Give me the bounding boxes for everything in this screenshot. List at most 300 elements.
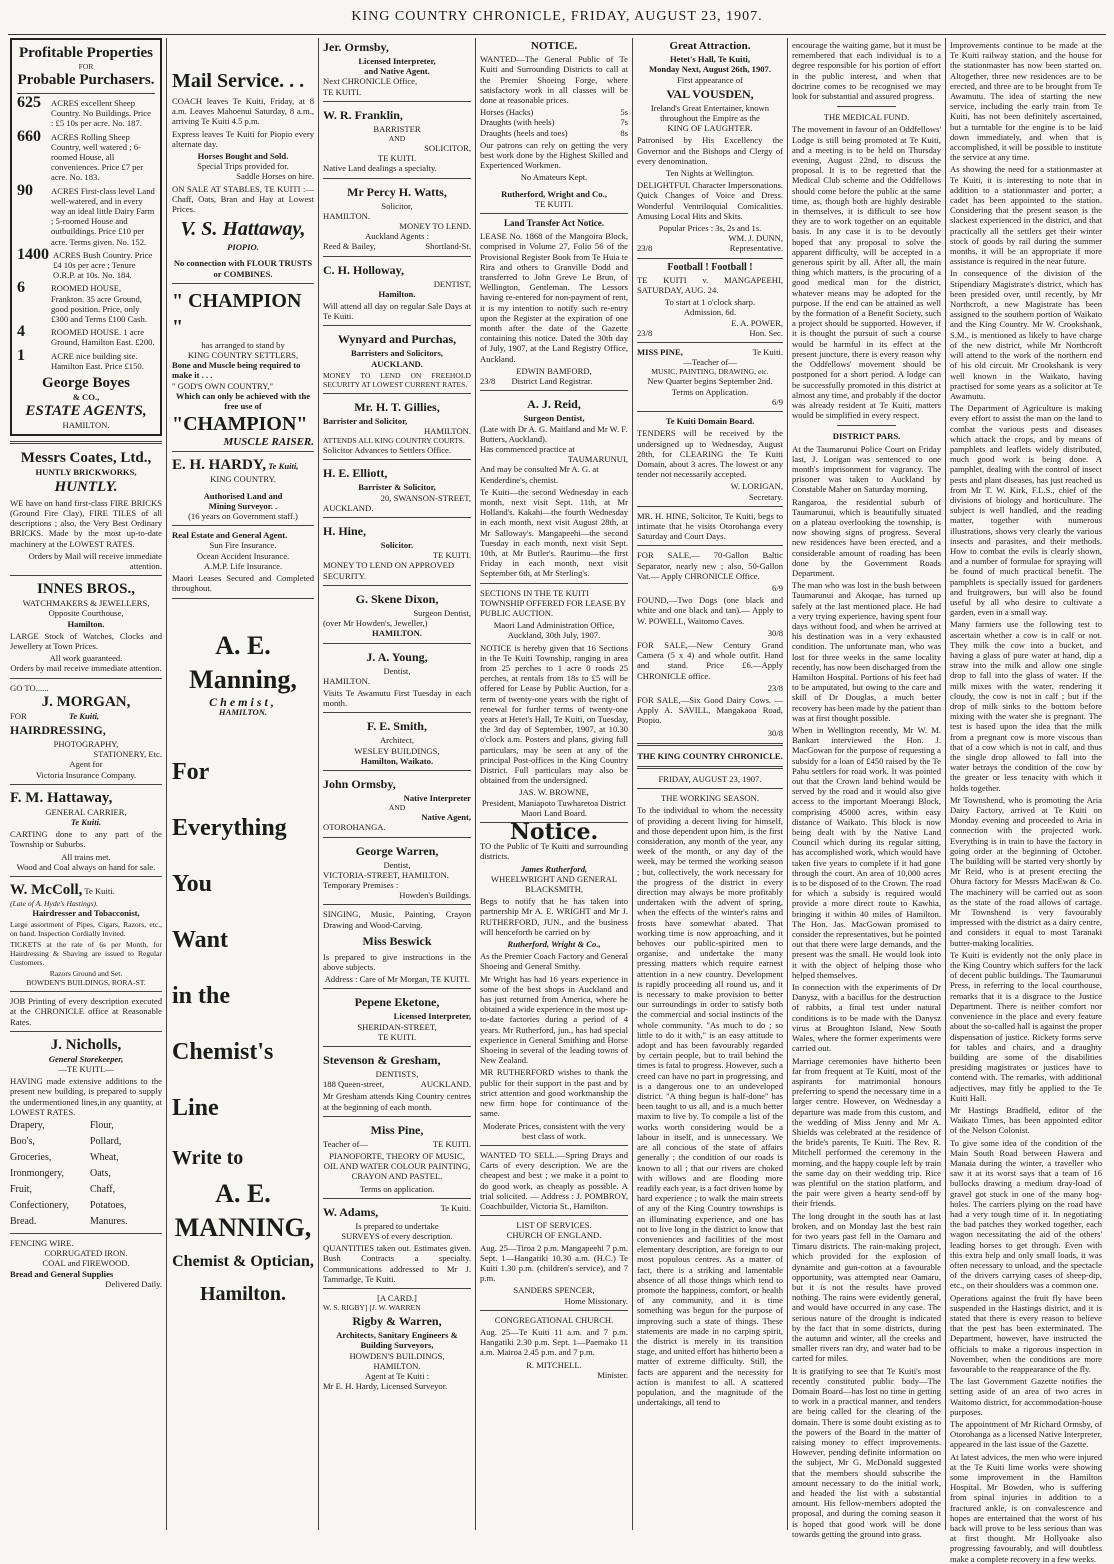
listing-text: ACRES First-class level Land well-watered, and in every way an ideal little Dairy Farm ; 5-roomed House and outbuildings. Price £10 per acre. Terms given. No. 152.	[51, 185, 155, 247]
ad-body: FOR SALE,—Six Good Dairy Cows. —Apply A. SAVILL, Mangakaoa Road, Piopio.	[637, 694, 783, 726]
divider	[323, 1116, 471, 1117]
ad-text: General Storekeeper,	[48, 1053, 124, 1064]
ad-text: WM. J. DUNN,	[728, 233, 783, 244]
big-word: For	[172, 758, 210, 785]
notice-body: Aug. 25—Te Kuiti 11 a.m. and 7 p.m. Hangatiki 2.30 p.m. Sept. 1—Paemako 11 a.m. Mairoa 2.45 p.m. and 7 p.m.	[480, 1326, 628, 1358]
article-body: In consequence of the division of the Stipendiary Magistrate's district, which has been presided over, until recently, by Mr Northcroft, a new Magistrate has been assigned to the southern portion of Waikato and the King Country. Mr W. Crookshank, S.M., is mentioned as likely to have charge of the new district, while Mr Northcroft will attend to the work of the northern end of his old circuit. Mr Crookshank is very well known in the Waikato, having practised for some years as a solicitor at Te Awamutu.	[950, 268, 1102, 401]
notice-body: WANTED TO SELL.—Spring Drays and Carts of every description. We are the cheapest and best ; we make it a point to do good work, as cheaply as possible. A trial solicited. — Address : J. POMBROY, Coachbuilder, Victoria St., Hamilton.	[480, 1149, 628, 1211]
divider	[637, 411, 783, 412]
ad-text: Te Kuiti.	[752, 347, 783, 358]
ad-text: DENTIST,	[433, 278, 471, 289]
ad-text: HAMILTON.	[323, 210, 371, 221]
article-body: To the individual to whom the necessity of providing a decent living for himself, and those dependent upon him, is the first consideration, any month of the year, any week of the month, or any day of the week, may be termed the working season ; but, collectively, the work necessary for the progress of the district in every direction may always be more profitably undertaken with the advent of spring, when the effects of the winter's rains and frosts have somewhat abated. That working time is now approaching, and it behoves our public-spirited men to organise, and undertake the many pressing matters which require earnest attention in a new country. Development is rapidly proceeding all round us, and it is necessary to make provision to better our surroundings in order to satisfy both the commercial and social instincts of the whole community. "As much to do ; so little to do it with," is an easy attitude to adopt and has been favourably regarded by certain people, but to trail behind the times is fatal to progress. However, such a creed can have no part in progressing, and is a dangerous one to an undeveloped district. "A thing begun is half-done" has been taught to us all, and is a much better maxim to live by. To compile a list of the works worth considering would be a labour in itself, and is unnecessary. We are all concious of the state of affairs generally ; the condition of our roads is known to all ; that our rivers are choked with willows and are flooding more readily each year, is a fact driven home by hard experience ; to walk the main streets of any of the King Country townships is an illuminating experience, and one has not to live long in the district to know that conveniences and facilities of the most elementary description, are foreign to our most populous centres. As a matter of fact, there is a striking and lamentable absence of all those things which tend to promote the happiness, comfort, or health of any community, and it is time something was begun for the purpose of improving such a state of things. These statements are made in no carping spirit, the district is merely in its transition stage, and united effort has hitherto been a matter of extreme difficulty. Still, the facts are apparent and the necessity for action is manifest to all. A scattered population, and the magnitude of the undertakings, all tend to	[637, 805, 783, 1408]
ad-title: MISS PINE,	[637, 347, 683, 358]
big-word: Want	[172, 926, 229, 953]
price-row	[480, 107, 628, 117]
notice-body: Begs to notify that he has taken into partnership Mr A. E. WRIGHT and Mr J. RUTHERFORD, JUN., and the business will henceforth be carried on by	[480, 896, 628, 937]
ad-text: Hamilton, Waikato.	[360, 755, 434, 766]
ad-text: Solicitor.	[380, 540, 414, 551]
ad-text: HUNTLY BRICKWORKS,	[35, 467, 137, 478]
price-item: Draughts (heels and toes)	[480, 127, 568, 138]
ad-text: HAMILTON.	[372, 628, 422, 639]
ad-text: Minister.	[597, 1369, 628, 1380]
ad-text: Native Interpreter	[403, 792, 471, 803]
ormsby-title: Jer. Ormsby,	[323, 40, 389, 54]
ad-text: TE KUITI.	[432, 1138, 471, 1149]
ad-title: George Warren,	[355, 843, 439, 858]
ad-text: New Quarter begins September 2nd. Terms on Application.	[647, 376, 773, 397]
ad-body: MONEY TO LEND ON FREEHOLD SECURITY AT LOWEST CURRENT RATES.	[323, 370, 471, 389]
ad-text: W. S. RIGBY] [J. W. WARREN	[323, 1303, 421, 1313]
listing-text: ROOMED HOUSE, Frankton. 35 acre Ground, good position. Price, only £300 and Terms £100 Cash.	[51, 283, 147, 325]
divider	[323, 585, 471, 586]
write-to: Write to	[172, 1146, 244, 1169]
article-body: It is gratifying to see that Te Kuiti's most recently constituted public body—The Domain Board—has lost no time in getting to work in a practical manner, and tenders are being called for the clearing of the domain. There is some doubt existing as to the powers of the Board in the matter of raising money to effect improvements. However, pending definite information on the subject, Mr G. McDonald suggested that the members should subscribe the amount necessary to do the initial work, and headed the list with a substantial amount. His fellow-members adopted the proposal, and during the coming season it is hoped that good work will be done towards getting the ground into grass.	[792, 1365, 941, 1539]
ad-title: Profitable Properties	[19, 45, 153, 61]
ad-body: TE KUITI v. MANGAPEEHI, SATURDAY, AUG. 24.	[637, 274, 783, 296]
article-body: At latest advices, the men who were injured at the Te Kuiti lime works were showing some improvement in the Hamilton Hospital. Mr Bowden, who is suffering from spinal injuries in addition to a fractured ankle, is on convalescence and hopes are entertained that the worst of his back will prove to be less serious than was at first thought. Mr Hollyoake also progressing favourably, and will doubtless make a complete recovery in a few weeks.	[950, 1451, 1102, 1564]
column-6	[792, 38, 941, 1539]
column-1	[10, 38, 162, 1530]
ad-text: Sun Fire Insurance.	[209, 540, 277, 551]
ad-text: PHOTOGRAPHY,	[53, 738, 119, 749]
ad-text: Dentist,	[383, 859, 411, 870]
divider	[10, 876, 162, 877]
ad-text: Hon. Sec.	[749, 327, 783, 338]
column-2	[172, 38, 314, 1530]
ad-text: James Rutherford,	[520, 863, 588, 874]
article-body: Improvements continue to be made at the Te Kuiti railway station, and the house for the stationmaster has now been started on. Altogether, three new residences are to be erected, and three are to be brought from Te Awamutu. The idea of starting the new service, including the early train from Te Kuiti, has not been definitely ascertained, but a turntable for the engine is to be laid down immediately, and when that is accomplished, it will be possible to institute the service at any time.	[950, 40, 1102, 163]
ad-text: President, Maniapoto Tuwharetoa District Maori Land Board.	[481, 797, 627, 818]
ad-text: 23/8	[637, 243, 653, 254]
ad-text: Te Kuiti.	[440, 1202, 471, 1213]
ad-text: Shortland-St.	[425, 241, 471, 252]
ad-text: Saddle Horses on hire.	[236, 171, 314, 182]
ad-text: Mr E. H. Hardy, Licensed Surveyor.	[323, 1381, 448, 1392]
ad-text: AUCKLAND.	[323, 502, 374, 513]
ad-text: Licensed Interpreter,	[358, 56, 436, 66]
services-heading: LIST OF SERVICES.	[516, 1220, 592, 1231]
ad-text: Ocean Accident Insurance.	[196, 550, 290, 561]
ad-title: J. A. Young,	[366, 649, 428, 664]
ad-text: E. A. POWER,	[731, 317, 783, 328]
big-word: Line	[172, 1094, 219, 1121]
ad-text: All work guaranteed.	[49, 653, 123, 664]
ad-text: Horses Bought and Sold.	[197, 151, 289, 162]
property-listing	[17, 323, 155, 348]
ad-text: Chemist,	[209, 694, 277, 709]
big-word: Chemist's	[172, 1038, 274, 1065]
list-item: Pollard,	[90, 1136, 122, 1147]
ad-text: KING COUNTRY SETTLERS,	[187, 350, 299, 361]
ad-text: Bread and General Supplies	[10, 1268, 114, 1279]
property-listing	[17, 245, 155, 281]
listing-text: ACRES Rolling Sheep Country, well watered ; 6-roomed House, all conveniences. Price £7 per acre. No. 183.	[51, 131, 144, 183]
agent-name: George Boyes	[42, 375, 130, 392]
ad-text: —Teacher of—	[683, 357, 737, 368]
ad-text: Orders by mail receive immediate attention.	[10, 663, 162, 674]
agent-co: & CO.,	[72, 392, 100, 403]
ad-text: SURVEYS of every description.	[341, 1231, 453, 1241]
ad-text: 20, SWANSON-STREET,	[380, 492, 471, 503]
ad-title: H. Hine,	[323, 524, 367, 539]
ad-text: GO TO......	[10, 682, 49, 693]
ad-body: PIANOFORTE, THEORY OF MUSIC, OIL AND WATER COLOUR PAINTING, CRAYON AND PASTEL.	[323, 1150, 471, 1182]
divider	[480, 1145, 628, 1146]
ad-text: PIOPIO.	[227, 242, 259, 253]
ad-text: Licensed Interpreter,	[393, 1011, 471, 1022]
divider	[323, 459, 471, 460]
mccoll-name: W. McColl,	[10, 881, 83, 898]
ad-text: MUSIC, PAINTING, DRAWING, etc.	[651, 367, 769, 377]
listing-number: 625	[17, 94, 41, 111]
list-item: Ironmongery,	[10, 1168, 65, 1179]
ad-text: BOWDEN'S BUILDINGS, RORA-ST.	[26, 978, 146, 988]
ad-title: Mr Percy H. Watts,	[347, 184, 447, 199]
ad-text: Admission, 6d.	[683, 307, 737, 318]
ad-text: Barrister and Solicitor,	[323, 415, 408, 426]
ad-body: FOUND,—Two Dogs (one black and white and one black and tan).— Apply to W. POWELL, Waitomo Caves.	[637, 595, 783, 626]
divider	[323, 1288, 471, 1289]
listing-number: 660	[17, 127, 41, 145]
hattaway-name: F. M. Hattaway,	[10, 789, 113, 806]
ad-text: Ireland's Great Entertainer, known throughout the Empire as the	[650, 102, 770, 124]
ad-text: JAS. W. BROWNE,	[519, 787, 589, 798]
price-item: Horses (Hacks)	[480, 107, 534, 118]
ad-text: —TE KUITI.—	[58, 1063, 114, 1074]
boyes-ad	[10, 38, 162, 436]
ad-body: MR. H. HINE, Solicitor, Te Kuiti, begs to intimate that he visits Otorohanga every Saturday and Court Days.	[637, 510, 783, 542]
divider	[323, 256, 471, 257]
ad-text: No connection with FLOUR TRUSTS or COMBINES.	[173, 258, 313, 279]
divider	[172, 598, 314, 599]
article-body: When in Wellington recently, Mr W. M. Bankart interviewed the Hon. J. MacGowan for the purpose of requesting a subsidy for a loan of £450 raised by the Te Pahu settlers for road work. It was pointed out that the Crown land behind would be served by the road and it would also give access to the important Moerangi Block, comprising 45000 acres, within easy distance of Waikato. This block is now being dealt with by the Native Land Council which during its regular sitting, has accomplished work, which would have taken five years to complete if it had gone through the court. An area of 10,000 acres is to be disposed of to the Crown. The road for which a subsidy is required would provide a more direct route to Kawhia, bringing it within 40 miles of Hamilton. The Hon. Jas. MacGowan promised to consider the representatives, but he pointed out that there were large demands, and the present was the small. He would look into it with the object of helping those who helped themselves.	[792, 725, 941, 980]
ad-body: Patronised by His Excellency the Governor and the Bishops and Clergy of every denomination.	[637, 135, 783, 166]
ad-text: Chemist & Optician,	[172, 1252, 314, 1270]
ad-title: Wynyard and Purchas,	[337, 332, 457, 347]
ad-title: VAL VOUSDEN,	[666, 86, 754, 101]
ad-text: CONGREGATIONAL CHURCH.	[494, 1314, 614, 1325]
ad-text: Has commenced practice at	[480, 443, 575, 454]
article-body: The man who was lost in the bush between Taumarunui and Akoqae, has turned up safely at the last mentioned place. He had a very trying experience, having spent four days without food, and when he arrived at his destination was in a very exhausted condition. The unfortunate man, who was lost for three weeks in the same locality recently, has now been discharged from the Hamilton Hospital. Portions of his feet had to be amputated, but owing to the care and skill of Dr Douglas, a much better recovery has been made by the patient than was at first thought possible.	[792, 580, 941, 723]
ad-text: HAMILTON.	[218, 706, 268, 717]
paper-title: THE KING COUNTRY CHRONICLE.	[637, 750, 783, 761]
article-body: To give some idea of the condition of the Main South Road between Hawera and Manaia during the winter, a traveller who saw it at its worst says that a team of 16 bullocks drawing a medium dray-load of gravel got stuck in one of the many bog-holes. The carriers plying on the road have had a very tough time of it. In negotiating the bad patches they worked together, each wagon necessitating the aid of the others' leading horses to get through. Even with this extra help and only small loads, it was often necessary to unload, and the spectacle of the drivers carrying cases of sheep-dip, etc., on their shoulders was a common one.	[950, 1137, 1102, 1291]
property-listing	[17, 346, 155, 371]
football-heading: Football ! Football !	[667, 261, 753, 273]
notice-body: MR RUTHERFORD wishes to thank the public for their support in the past and by strict attention and good workmanship the new firm hope for continuance of the same.	[480, 1067, 628, 1119]
divider	[837, 425, 897, 426]
ad-text: Which can only be achieved with the free use of	[175, 390, 311, 412]
ad-text: SOLICITOR,	[424, 143, 471, 154]
ad-text: (Late with Dr A. G. Maitland and Mr W. F. Butters, Auckland).	[480, 423, 628, 444]
ad-text: Auckland Agents :	[365, 231, 429, 242]
price-value: 7s	[620, 117, 628, 128]
ad-body: Will attend all day on regular Sale Days at Te Kuiti.	[323, 301, 471, 322]
ad-text: STATIONERY, Etc.	[93, 749, 162, 760]
ad-text: No Amateurs Kept.	[520, 172, 588, 183]
ad-body: ON SALE AT STABLES, TE KUITI :—Chaff, Oats, Bran and Hay at Lowest Prices.	[172, 183, 314, 215]
ad-text: Agent for	[69, 759, 103, 770]
ad-text: has arranged to stand by	[201, 339, 285, 350]
ad-title: H. E. Elliott,	[323, 466, 388, 481]
big-word: in the	[172, 982, 231, 1009]
ad-text: Hamilton.	[199, 1282, 287, 1305]
masthead-rule	[8, 34, 1106, 35]
ad-body: Visits Te Awamutu First Tuesday in each month.	[323, 687, 471, 709]
divider	[172, 451, 314, 452]
ad-text: FENCING WIRE.	[10, 1238, 74, 1248]
article-body: The long drought in the south has at last broken, and on Monday last the best rain for two years past fell in the Oamaru and Timaru districts. The rain-making project, which provided for the explosion of dynamite and gun-cotton at a favourable opportunity, was attempted near Oamaru, but it is not the results have proved nothing. The rains were evidently general, and would have occurred in any case. The serious nature of the drought is indicated by the fact that in some districts, during the autumn and winter, all the creeks and smaller rivers ran dry, and water had to be carted for miles.	[792, 1210, 941, 1364]
ad-body: TICKETS at the rate of 6s per Month, for Hairdressing & Shaving are issued to Regular Customers.	[10, 940, 162, 968]
divider	[637, 788, 783, 789]
article-body: The last Government Gazette notifies the setting aside of an area of two acres in Waitomo district, for accommodation-house purposes.	[950, 1376, 1102, 1417]
ad-body: Express leaves Te Kuiti for Piopio every alternate day.	[172, 128, 314, 149]
notice-body: NOTICE is hereby given that 16 Sections in the Te Kuiti Township, ranging in area from 25 perches to 1 acre 0 roods 25 perches, at rentals from 18s to £5 will be offered for Lease by Public Auction, for a term of twenty-one years with the right of renewal for further terms of twenty-one years at Hetet's Hall, Te Kuiti, on Tuesday, the 3rd day of September, 1907, at 10.30 o'clock a.m. Posters and plans, giving full particulars, may be seen at any of the principal Post-offices in the King Country District. Full particulars may also be obtained from the undersigned.	[480, 642, 628, 786]
ad-text: Moderate Prices, consistent with the very best class of work.	[482, 1120, 626, 1141]
ad-text: Hetet's Hall, Te Kuiti,	[670, 54, 750, 65]
price-value: 8s	[620, 127, 628, 138]
column-rule	[318, 38, 319, 1530]
price-value: 5s	[620, 107, 628, 118]
column-rule	[166, 38, 167, 1530]
ad-text: Native Agent,	[421, 812, 471, 823]
mail-title: Mail Service. . .	[172, 70, 305, 92]
article-body: The Department of Agriculture is making every effort to assist the man on the land to combat the various pests and diseases which attack the crops, and by means of pamphlets and leaflets widely distributed, much good work is being done. A pamphlet, dealing with the control of insect pests and plant diseases, has just reached us from Mr T. W. Kirk, F.L.S., chief of the divisions of biology and horticulture. The subject is well handled, and the reading matter, together with numerous illustrations, shows very clearly the various insects and parasites, and their methods. How to combat the evils is clearly shown, and a number of formulae for spraying will be found of much practical benefit. The pamphlets is specially issued for gardeners and fruitgrowers, but will also be found useful by all who desire to cultivate a garden, even in a small way.	[950, 403, 1102, 618]
ad-body: SINGING, Music, Painting, Crayon Drawing and Wood-Carving.	[323, 909, 471, 930]
ad-text: TE KUITI.	[432, 550, 471, 561]
champion-title: " CHAMPION "	[172, 289, 302, 338]
list-item: Chaff,	[90, 1184, 116, 1195]
ad-text: Solicitor,	[381, 200, 413, 211]
ad-body: FOR SALE,— 70-Gallon Baltic Separator, nearly new ; also, 50-Gallon Vat.— Apply CHRONICLE Office.	[637, 550, 783, 581]
ad-text: CORRUGATED IRON.	[44, 1248, 128, 1259]
list-item: Oats,	[90, 1168, 111, 1179]
big-word: Everything	[172, 814, 287, 841]
ad-text: Architect,	[379, 735, 415, 746]
ad-text: Te Kuiti.	[84, 885, 115, 896]
ad-text: 188 Queen-street,	[323, 1079, 385, 1090]
ad-text: Authorised Land and	[203, 490, 283, 501]
column-rule	[632, 38, 633, 1530]
article-body: Marriage ceremonies have hitherto been far from frequent at Te Kuiti, most of the aspirants for matrimonial honours preferring to spend the necessary time in a larger centre. However, on Wednesday a departure was made from this custom, and the wedding of Miss Jenny and Mr A. Shields was celebrated at the residence of the bride's parents, Te Kuiti. The Rev. R. Mitchell performed the ceremony in the morning, and the happy couple left by train the same day on their wedding trip. Rice was plentiful on the station platform, and the pair were given a hearty send-off by their friends.	[792, 1055, 941, 1209]
masthead: KING COUNTRY CHRONICLE, FRIDAY, AUGUST 23, 1907.	[351, 9, 763, 24]
ad-body: Mr Gresham attends King Country centres at the beginning of each month.	[323, 1091, 471, 1112]
divider	[637, 766, 783, 769]
ad-title: Probable Purchasers.	[17, 72, 155, 88]
ad-text: Mining Surveyor. .	[208, 500, 278, 511]
ad-text: Rutherford, Wright & Co.,	[507, 939, 601, 950]
ad-text: Is prepared to undertake	[355, 1220, 439, 1231]
divider	[323, 770, 471, 771]
ad-text: ATTENDS ALL KING COUNTRY COURTS.	[323, 436, 465, 446]
innes-title: INNES BROS.,	[37, 581, 135, 598]
article-heading: THE WORKING SEASON.	[661, 793, 759, 804]
column-5	[637, 38, 783, 1530]
ad-text: OTOROHANGA.	[323, 822, 386, 833]
ad-text: MUSCLE RAISER.	[223, 436, 314, 449]
ad-text: HAIRDRESSING,	[10, 722, 106, 737]
ad-text: HAMILTON.	[323, 675, 371, 686]
ad-text: SANDERS SPENCER,	[513, 1285, 595, 1296]
divider	[637, 545, 783, 546]
divider	[10, 575, 162, 576]
list-item: Boo's,	[10, 1136, 35, 1147]
ad-text: Ten Nights at Wellington.	[665, 168, 755, 179]
ad-title: Mr. H. T. Gillies,	[354, 399, 440, 414]
ad-text: Terms on application.	[359, 1183, 435, 1194]
ad-body: WE have on hand first-class FIRE BRICKS (Ground Fire Clay), FIRE TILES of all descriptions ; also, the Very Best Ordinary BRICKS. Made by the most up-to-date machinery at the LOWEST RATES.	[10, 497, 162, 549]
ad-text: BARRISTER	[373, 123, 421, 134]
ad-text: Architects, Sanitary Engineers & Building Surveyors,	[336, 1330, 458, 1351]
notice-body: WANTED—The General Public of Te Kuiti and Surrounding Districts to call at the Premier Shoeing Forge, where satisfactory work in all classes will be done at reasonable prices.	[480, 54, 628, 106]
notice-heading: Land Transfer Act Notice.	[504, 218, 604, 229]
list-item: Groceries,	[10, 1152, 52, 1163]
ad-text: 30/8	[767, 727, 783, 738]
divider	[480, 1310, 628, 1311]
ad-text: MONEY TO LEND ON APPROVED SECURITY.	[323, 560, 455, 581]
agent-role: ESTATE AGENTS,	[25, 403, 147, 420]
ad-body: Maori Leases Secured and Completed throughout.	[172, 573, 314, 594]
ad-text: AUCKLAND.	[420, 1079, 471, 1090]
ad-body: COACH leaves Te Kuiti, Friday, at 8 a.m. Leaves Mahoenui Saturday, 8 a.m., arriving Te Kuiti 4.5 p.m.	[172, 96, 314, 127]
ad-text: Razors Ground and Set.	[49, 969, 123, 979]
ad-text: Victoria Insurance Company.	[35, 769, 137, 780]
ad-text: R. MITCHELL.	[526, 1359, 582, 1370]
listing-number: 4	[17, 323, 25, 341]
ad-text: Orders by Mail will receive immediate attention.	[28, 550, 162, 571]
ad-text: Bone and Muscle being required to make it . . .	[172, 360, 301, 381]
ad-body: FOR SALE,—New Century Grand Camera (5 x 4) and whole outfit. Hand and stand. Price £6.—Apply CHRONICLE office.	[637, 639, 783, 681]
ad-body: QUANTITIES taken out. Estimates given. Bush Contracts a specialty. Communications addressed to Mr J. Tammadge, Te Kuiti.	[323, 1243, 471, 1284]
ad-title: Rigby & Warren,	[352, 1314, 442, 1329]
article-heading: THE MEDICAL FUND.	[823, 112, 910, 123]
ad-text: HAMILTON.	[423, 426, 471, 437]
listing-text: ROOMED HOUSE. 1 acre Ground, Hamilton East. £200.	[51, 327, 155, 348]
ad-body: Is prepared to give instructions in the above subjects.	[323, 951, 471, 972]
ad-text: Teacher of—	[323, 1138, 368, 1149]
ad-text: " GOD'S OWN COUNTRY,"	[172, 380, 274, 391]
ad-text: A.M.P. Life Insurance.	[203, 560, 283, 571]
ad-text: Surgeon Dentist,	[413, 607, 471, 618]
ad-text: HOWDEN'S BUILDINGS,	[349, 1350, 445, 1361]
article-body: The appointment of Mr Richard Ormsby, of Otorohanga as a licensed Native Interpreter, appeared in the last issue of the Gazette.	[950, 1419, 1102, 1450]
ad-text: Popular Prices : 3s, 2s and 1s.	[658, 223, 762, 234]
article-body: Te Kuiti is evidently not the only place in the King Country which suffers for the lack of decent public buildings. The Taumarunui Press, in referring to the local courthouse, remarks that it is a disgrace to the Justice Department. There is neither comfort nor convenience in the place and every feature about the so-called hall is against the proper dispensation of justice. Rickety forms serve for tables and chairs, and a draughty building are some of the disabilities presiding magistrates or justices have to contend with. The remarks, with additional adjectives, may fitly be applied to the Te Kuiti Hall.	[950, 949, 1102, 1103]
divider	[323, 1046, 471, 1047]
ad-text: FOR	[10, 710, 27, 721]
ad-text: AUCKLAND.	[371, 358, 423, 369]
list-item: Potatoes,	[90, 1200, 127, 1211]
ad-text: SHERIDAN-STREET,	[357, 1021, 437, 1032]
divider	[480, 390, 628, 391]
ad-text: (16 years on Government staff.)	[188, 511, 298, 522]
champion-title: "CHAMPION"	[172, 413, 308, 436]
ad-text: VICTORIA-STREET, HAMILTON.	[323, 869, 449, 880]
divider	[323, 325, 471, 326]
article-body: At the Taumarunui Police Court on Friday last, J. Lorigan was sentenced to one month's imprisonment for vagrancy. The prisoner was taken to Auckland by Constable Maher on Saturday morning.	[792, 443, 941, 495]
ad-text: (Late of A. Hyde's Hastings).	[10, 898, 98, 908]
ad-title: W. Adams,	[323, 1204, 379, 1219]
domain-heading: Te Kuiti Domain Board.	[665, 416, 755, 427]
ad-text: A. E.	[215, 1178, 271, 1208]
ad-text: MONEY TO LEND.	[399, 221, 471, 232]
divider	[637, 258, 783, 259]
article-body: As showing the need for a stationmaster at Te Kuiti, it is interesting to note that in addition to a stationmaster and porter, a cadet has been appointed to the station. Considering that the present season is the slackest experienced in the district, and that practically all the settlers get their winter stock of goods by rail during the summer months, it will be an appropriate if more assistance is required in the near future.	[950, 164, 1102, 267]
notice-title: Notice.	[509, 819, 599, 846]
dateline: FRIDAY, AUGUST 23, 1907.	[658, 773, 762, 784]
attraction-heading: Great Attraction.	[669, 40, 751, 52]
ad-text: Next CHRONICLE Office,	[323, 76, 418, 87]
divider	[323, 643, 471, 644]
listing-number: 90	[17, 181, 33, 199]
article-body: Mr Townshend, who is promoting the Aria Dairy Factory, arrived at Te Kuiti on Monday evening and proceeded to Aria in connection with the projected work. Everything is in train to have the factory in going order at the beginning of October. The building will be started very shortly by Mr Reid, who is at present erecting the Ohura factory for Messrs MacEwan & Co. The machinery will be carried out as soon as the state of the road allows of cartage. Mr Townshend is very favourably impressed with the district as a dairy centre, and considers it equal to most Taranaki butter-making localities.	[950, 794, 1102, 948]
listing-text: ACRES excellent Sheep Country. No Buildings. Price : £5 10s per acre. No. 187.	[51, 98, 151, 129]
ad-text: Rutherford, Wright and Co.,	[501, 188, 607, 199]
coates-title: Messrs Coates, Ltd.,	[20, 450, 152, 467]
ad-text: Solicitor Advances to Settlers Office.	[323, 445, 452, 456]
notice-body: LEASE No. 1868 of the Mangoira Block, comprised in Volume 27, Folio 56 of the Provisional Register Book from Te Huia te Rira and others to Granville Dodd and transferred to John Greve Le Brun, of Wellington, Gentleman. The Lessors having re-entered for non-payment of rent, it is my intention to notify such re-entry upon the Register at the expiration of one month after the date of the Gazette containing this notice. Dated the 30th day of July, 1907, at the Land Registry Office, Auckland.	[480, 231, 628, 364]
ad-text: CHURCH OF ENGLAND.	[506, 1230, 602, 1241]
ad-title: C. H. Holloway,	[323, 262, 405, 277]
notice-heading: NOTICE.	[530, 40, 578, 52]
divider	[637, 506, 783, 507]
article-body: Operations against the fruit fly have been suspended in the Hastings district, and it is stated that there is every reason to believe that the pest has been exterminated. The Department, however, have instructed the officials to make a rigorous inspection in November, when the conditions are more favourable to the reappearance of the fly.	[950, 1292, 1102, 1374]
list-item: Fruit,	[10, 1184, 32, 1195]
notice-heading: SECTIONS IN THE TE KUITI TOWNSHIP OFFERED FOR LEASE BY PUBLIC AUCTION.	[480, 587, 626, 618]
divider	[10, 991, 162, 992]
article-body: Many farmers use the following test to ascertain whether a cow is in calf or not. They milk the cow into a bucket, and having a glass of pure water at hand, dip a straw into the milk and allow one single drop to fall into the glass of water. If the milk mixes with the water, rendering it cloudy, the cow is not in calf ; but if the drop of milk sinks to the bottom before mixing with the water she is pregnant. The test is based upon the idea that the milk from a pregnant cow is more viscous than that of a cow which is not in calf, and thus the single drop allowed to fall into the water betrays the condition of the cow by the greater or less tenacity with which it holds together.	[950, 619, 1102, 793]
ad-text: WHEELWRIGHT AND GENERAL BLACKSMITH,	[490, 873, 618, 895]
ad-text: Te Kuiti.	[70, 816, 102, 827]
price-row	[480, 117, 628, 127]
list-item: Confectionery,	[10, 1200, 70, 1211]
list-item: Manures.	[90, 1216, 128, 1227]
notice-body: Te Kuiti—the second Wednesday in each month, next visit Sept. 11th, at Mr Holland's. Kakahi—the fourth Wednesday in each month, next visit August 28th, at Mr Salloway's. Mangapeehi—the second Tuesday in each month, next visit Sept. 10th, at Mr Butler's. Raurimu—the first Friday in each month, next visit September 6th, at Mr Sterling's.	[480, 486, 628, 579]
ad-body: DELIGHTFUL Character Impersonations. Quick Changes of Voice and Dress. Wonderful Ventriloquial Comicalities. Amusing Local Hits and Skits.	[637, 180, 783, 221]
ad-body: LARGE Stock of Watches, Clocks and Jewellery at Town Prices.	[10, 630, 162, 651]
article-heading: DISTRICT PARS.	[832, 431, 901, 442]
property-listing	[17, 127, 155, 183]
ad-text: HUNTLY.	[54, 478, 118, 495]
article-body: The movement in favour of an Oddfellows' Lodge is still being promoted at Te Kuiti, and a meeting is to be held on Thursday evening, August 22nd, to discuss the proposal. It is to be regretted that the Medical Club scheme and the Oddfellows should come before the public at the same time, as, though both are highly desirable in themselves, it is difficult to see how they are to work together on an equitable basis. In any case it is to be devoutly hoped that any proposal to solve the apparent difficulty, will be accepted in a generous spirit by all. After all, the main thing which matters, is the procuring of a good medical man for the district, whatever means may be adopted for the purpose. If the end can be attained as well by the formation of a Benefit Society, such a project should be supported. However, if it is thought the pursuit of such a course would be harmful in its effect at the present juncture, there is every reason why the Oddfellows' movement should be postponed for a short period. A lodge can be successfully promoted in this district at almost any time, and probably if the doctor was already resident at Te Kuiti, matters would be simplified in every respect.	[792, 124, 941, 421]
property-listing	[17, 279, 155, 325]
divider	[323, 988, 471, 989]
divider	[10, 441, 162, 444]
divider	[323, 712, 471, 713]
ad-text: All trains met.	[61, 851, 111, 862]
ad-text: Delivered Daily.	[105, 1278, 162, 1289]
column-7	[950, 38, 1102, 1564]
listing-text: ACRES Bush Country. Price £4 10s per acre ; Tenure O.R.P. at 10s. No. 184.	[53, 249, 153, 281]
property-listing	[17, 94, 155, 129]
ad-text: 23/8	[480, 376, 496, 387]
article-body: encourage the waiting game, but it must be remembered that each individual is to a degree responsible for his portion of effort in the public interest, and when that doctrine comes to be recognised we may look for substantial and assured progress.	[792, 40, 941, 102]
ad-text: [A CARD.]	[377, 1293, 417, 1304]
ad-title: Miss Beswick	[362, 933, 432, 948]
ad-text: 30/8	[767, 627, 783, 638]
ad-text: District Land Registrar.	[511, 376, 593, 387]
ad-text: Wood and Coal always on hand for sale.	[16, 861, 156, 872]
column-4	[480, 38, 628, 1530]
ad-text: GENERAL CARRIER,	[45, 806, 127, 817]
ad-text: WATCHMAKERS & JEWELLERS,	[22, 598, 150, 609]
ad-text: AND	[388, 803, 406, 813]
ad-text: MANNING,	[174, 1212, 312, 1242]
ad-title: W. R. Franklin,	[323, 107, 403, 122]
notice-body: Mr Wright has had 16 years experience in some of the best shops in Auckland and has just returned from America, where he obtained a wide experience in the most up-to-date factories during a period of 4 years. Mr Rutherford, jun., has had special experience in General Smithing and Horse Shoeing in several of the leading towns of New Zealand.	[480, 973, 628, 1066]
ad-text: HAMILTON.	[373, 1360, 421, 1371]
